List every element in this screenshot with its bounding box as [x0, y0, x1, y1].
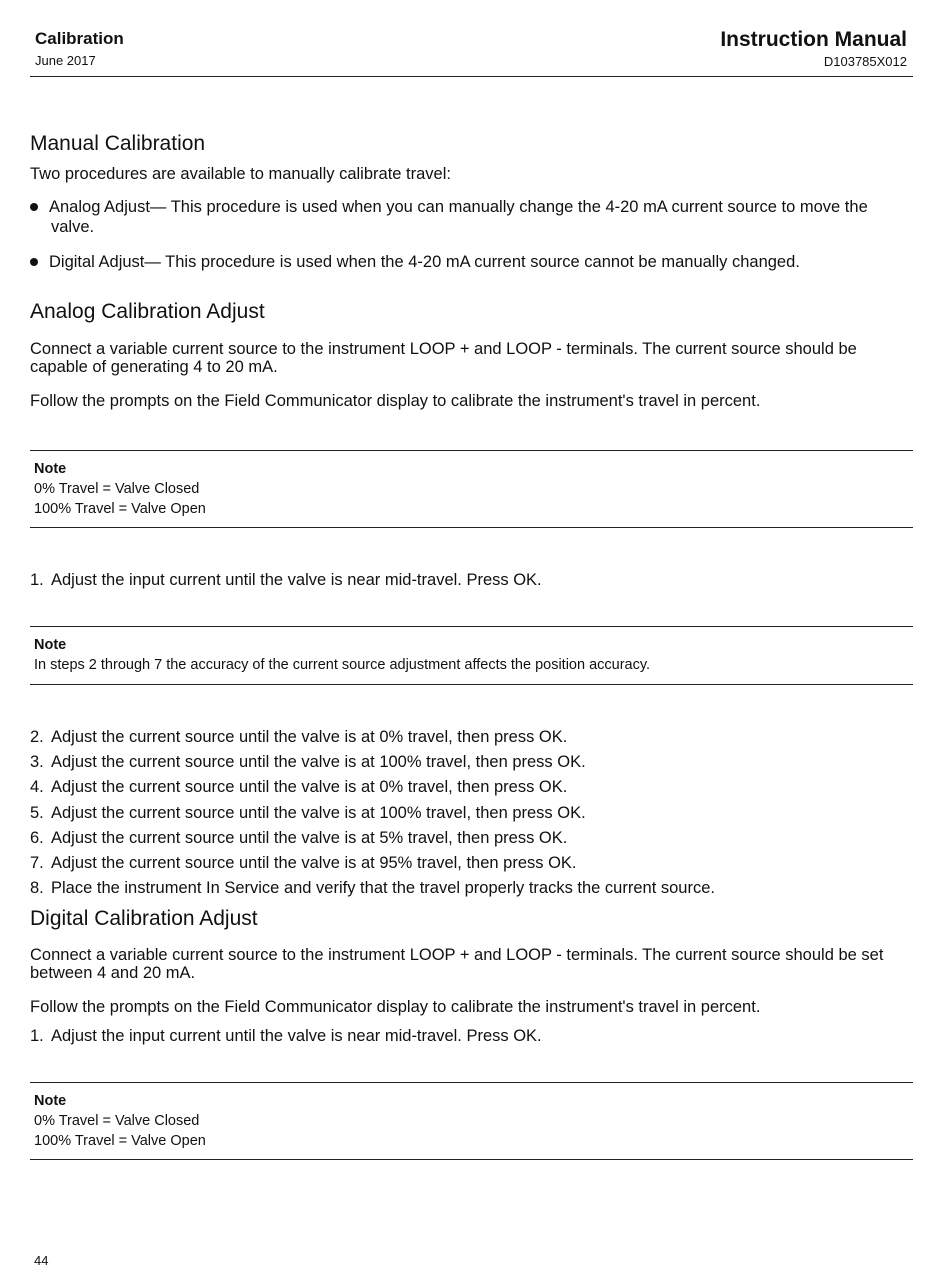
digital-paragraph-1	[30, 946, 910, 982]
step-number: 3.	[30, 753, 44, 771]
bullet-icon	[30, 203, 38, 211]
analog-step-2	[30, 727, 567, 747]
analog-step-4	[30, 777, 567, 797]
header-title: Instruction Manual	[720, 28, 907, 51]
step-text: Adjust the input current until the valve is near mid-travel. Press OK.	[51, 1027, 542, 1045]
step-number: 8.	[30, 879, 44, 897]
digital-para1-line1: Connect a variable current source to the instrument LOOP + and LOOP - terminals. The current source should be set	[30, 946, 884, 964]
analog-step-5	[30, 803, 586, 823]
analog-step-7	[30, 853, 577, 873]
step-text: Adjust the current source until the valve is at 100% travel, then press OK.	[51, 753, 586, 771]
step-text: Adjust the current source until the valve is at 95% travel, then press OK.	[51, 854, 577, 872]
page-number: 44	[34, 1253, 49, 1268]
analog-paragraph-2: Follow the prompts on the Field Communicator display to calibrate the instrument's travel in percent.	[30, 392, 761, 410]
note-line-closed: 0% Travel = Valve Closed	[34, 1113, 200, 1129]
note-line-accuracy: In steps 2 through 7 the accuracy of the current source adjustment affects the position accuracy.	[34, 657, 651, 673]
manual-calibration-intro: Two procedures are available to manually calibrate travel:	[30, 165, 451, 183]
step-number: 1.	[30, 1027, 44, 1045]
note-line-closed: 0% Travel = Valve Closed	[34, 481, 200, 497]
digital-calibration-heading: Digital Calibration Adjust	[30, 907, 258, 930]
analog-paragraph-1	[30, 340, 910, 376]
note-line-open: 100% Travel = Valve Open	[34, 1133, 206, 1149]
digital-paragraph-2: Follow the prompts on the Field Communicator display to calibrate the instrument's travel in percent.	[30, 998, 761, 1016]
step-text: Place the instrument In Service and verify that the travel properly tracks the current source.	[51, 879, 715, 897]
analog-para1-line1: Connect a variable current source to the instrument LOOP + and LOOP - terminals. The current source should be	[30, 340, 857, 358]
header-doc-number: D103785X012	[823, 54, 907, 69]
step-text: Adjust the current source until the valve is at 0% travel, then press OK.	[51, 728, 568, 746]
analog-step-8	[30, 878, 715, 898]
analog-step-6	[30, 828, 567, 848]
analog-para1-line2: capable of generating 4 to 20 mA.	[30, 358, 278, 376]
step-number: 4.	[30, 778, 44, 796]
header-section: Calibration	[35, 29, 124, 48]
step-text: Adjust the current source until the valve is at 0% travel, then press OK.	[51, 778, 568, 796]
step-number: 6.	[30, 829, 44, 847]
note-travel-analog	[30, 450, 913, 528]
step-number: 5.	[30, 804, 44, 822]
bullet-item-analog	[30, 197, 910, 239]
step-number: 7.	[30, 854, 44, 872]
bullet-analog-line1: Analog Adjust— This procedure is used when you can manually change the 4-20 mA current source to move the	[49, 198, 868, 216]
bullet-item-digital	[30, 252, 910, 274]
step-number: 2.	[30, 728, 44, 746]
manual-calibration-heading: Manual Calibration	[30, 132, 206, 155]
bullet-digital-text: Digital Adjust— This procedure is used when the 4-20 mA current source cannot be manually changed.	[49, 253, 800, 271]
note-travel-digital	[30, 1082, 913, 1160]
note-title: Note	[34, 637, 67, 653]
step-text: Adjust the current source until the valve is at 5% travel, then press OK.	[51, 829, 568, 847]
analog-step-1	[30, 570, 542, 590]
page-header	[30, 26, 913, 77]
note-title: Note	[34, 461, 67, 477]
bullet-icon	[30, 258, 38, 266]
step-number: 1.	[30, 571, 44, 589]
analog-step-3	[30, 752, 586, 772]
digital-step-1	[30, 1026, 542, 1046]
header-right	[720, 28, 907, 70]
analog-calibration-heading: Analog Calibration Adjust	[30, 300, 265, 323]
note-accuracy	[30, 626, 913, 685]
bullet-analog-line2: valve.	[51, 218, 95, 236]
header-date: June 2017	[35, 53, 96, 68]
step-text: Adjust the input current until the valve is near mid-travel. Press OK.	[51, 571, 542, 589]
step-text: Adjust the current source until the valve is at 100% travel, then press OK.	[51, 804, 586, 822]
note-title: Note	[34, 1093, 67, 1109]
digital-para1-line2: between 4 and 20 mA.	[30, 964, 196, 982]
header-left	[35, 29, 124, 69]
note-line-open: 100% Travel = Valve Open	[34, 501, 206, 517]
